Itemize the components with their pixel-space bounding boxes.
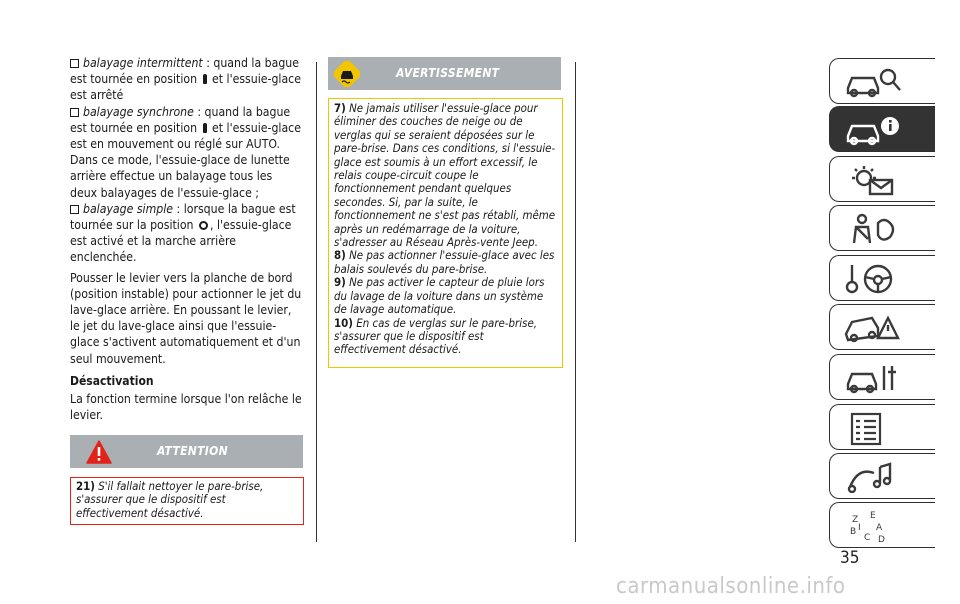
checkbox-bullet-icon bbox=[70, 205, 79, 214]
note-number: 7) bbox=[334, 101, 346, 115]
svg-text:D: D bbox=[878, 535, 885, 544]
note-text: Ne pas actionner l'essuie-glace avec les balais soulevés du pare-brise. bbox=[334, 248, 555, 276]
svg-text:I: I bbox=[858, 523, 861, 533]
left-column bbox=[70, 55, 302, 423]
tab-specifications[interactable] bbox=[829, 404, 935, 450]
note-text: S'il fallait nettoyer le pare-brise, s'assurer que le dispositif est effectivement désactivé. bbox=[76, 479, 264, 520]
item-text: : quand la bague est tournée en position bbox=[70, 56, 299, 87]
attention-note bbox=[71, 478, 303, 522]
item-label: balayage synchrone bbox=[83, 104, 194, 119]
heading-text: La fonction termine lorsque l'on relâche le levier. bbox=[70, 392, 302, 423]
svg-text:B: B bbox=[850, 527, 857, 537]
note-number: 10) bbox=[334, 315, 353, 330]
checkbox-bullet-icon bbox=[70, 59, 79, 68]
checkbox-bullet-icon bbox=[70, 108, 79, 117]
seatbelt-airbag-icon bbox=[844, 213, 904, 245]
tab-warning-lights[interactable] bbox=[829, 156, 935, 202]
tab-emergency[interactable] bbox=[829, 304, 935, 350]
note-number: 21) bbox=[76, 479, 95, 493]
car-crash-warning-icon bbox=[844, 312, 904, 344]
note-number: 9) bbox=[334, 275, 346, 290]
item-text: , l'essuie-glace est activé et la marche arrière enclenchée. bbox=[70, 218, 292, 265]
tab-safety[interactable] bbox=[829, 205, 935, 251]
tab-car-search[interactable] bbox=[829, 58, 935, 104]
position-o-icon bbox=[199, 221, 208, 230]
checklist-icon bbox=[844, 412, 904, 446]
car-tools-icon bbox=[844, 362, 904, 394]
svg-text:C: C bbox=[864, 533, 871, 543]
warning-banner bbox=[328, 57, 561, 90]
watermark: carmanualsonline.info bbox=[616, 574, 846, 599]
svg-text:Z: Z bbox=[852, 515, 859, 525]
attention-banner bbox=[70, 435, 303, 468]
warning-item bbox=[334, 317, 557, 357]
tab-car-info[interactable] bbox=[829, 106, 935, 152]
warning-item bbox=[334, 249, 557, 276]
key-steering-wheel-icon bbox=[844, 263, 904, 295]
warning-box bbox=[328, 98, 563, 368]
warning-notes bbox=[329, 99, 562, 360]
paragraph: Pousser le levier vers la planche de bord (position instable) pour actionner le jet du lave-glace arrière. En poussant le levier, le jet du lave-glace ainsi que l'essuie-glace s'activent automatiquement et d'un seul mouvement. bbox=[70, 270, 302, 366]
svg-text:E: E bbox=[870, 511, 876, 521]
warning-item bbox=[334, 276, 557, 316]
column-divider bbox=[316, 62, 317, 542]
item-label: balayage simple bbox=[83, 201, 174, 216]
section-heading: Désactivation bbox=[70, 373, 154, 388]
alphabetical-index-icon bbox=[844, 510, 904, 544]
tab-maintenance[interactable] bbox=[829, 354, 935, 400]
car-info-icon bbox=[844, 114, 904, 146]
multimedia-icon bbox=[844, 461, 904, 493]
note-text: Ne pas activer le capteur de pluie lors du lavage de la voiture dans un système de lavage automatique. bbox=[334, 275, 545, 317]
column-divider bbox=[575, 62, 576, 542]
item-text: et l'essuie-glace est arrêté bbox=[70, 72, 301, 103]
item-text: : quand la bague est tournée en position bbox=[70, 104, 291, 135]
note-text: Ne jamais utiliser l'essuie-glace pour éliminer des couches de neige ou de verglas qui se seraient déposées sur le pare-brise. Dans ces conditions, si l'essuie-glace est soumis à un effort excessif, le relais coupe-circuit coupe le fonctionnement pendant quelques secondes. Si, par la suite, le fonctionnement ne s'est pas rétabli, même après un redémarrage de la voiture, s'adresser au Réseau Après-vente Jeep. bbox=[334, 101, 556, 250]
warning-title: AVERTISSEMENT bbox=[396, 66, 500, 80]
list-item-synchrone bbox=[70, 104, 302, 201]
note-text: En cas de verglas sur le pare-brise, s'assurer que le dispositif est effectivement désactivé. bbox=[334, 315, 538, 357]
note-number: 8) bbox=[334, 248, 346, 263]
warning-light-mail-icon bbox=[844, 164, 904, 196]
position-one-icon bbox=[203, 123, 207, 133]
svg-text:A: A bbox=[876, 523, 883, 533]
page-number: 35 bbox=[840, 548, 860, 568]
car-skid-warning-icon bbox=[334, 61, 360, 87]
warning-triangle-icon bbox=[86, 440, 112, 464]
item-text: : lorsque la bague est tournée sur la position bbox=[70, 201, 296, 233]
position-one-icon bbox=[203, 74, 207, 84]
item-text: et l'essuie-glace est en mouvement ou réglé sur AUTO. Dans ce mode, l'essuie-glace de lunette arrière effectue un balayage tous les deux balayages de l'essuie-glace ; bbox=[70, 120, 301, 200]
list-item-intermittent bbox=[70, 55, 302, 104]
attention-title: ATTENTION bbox=[157, 444, 228, 458]
tab-index[interactable] bbox=[829, 502, 935, 548]
tab-starting[interactable] bbox=[829, 255, 935, 301]
item-label: balayage intermittent bbox=[83, 56, 203, 70]
warning-item bbox=[334, 102, 557, 249]
list-item-simple bbox=[70, 201, 302, 266]
attention-box bbox=[70, 477, 304, 525]
tab-multimedia[interactable] bbox=[829, 453, 935, 499]
car-search-icon bbox=[844, 66, 904, 98]
